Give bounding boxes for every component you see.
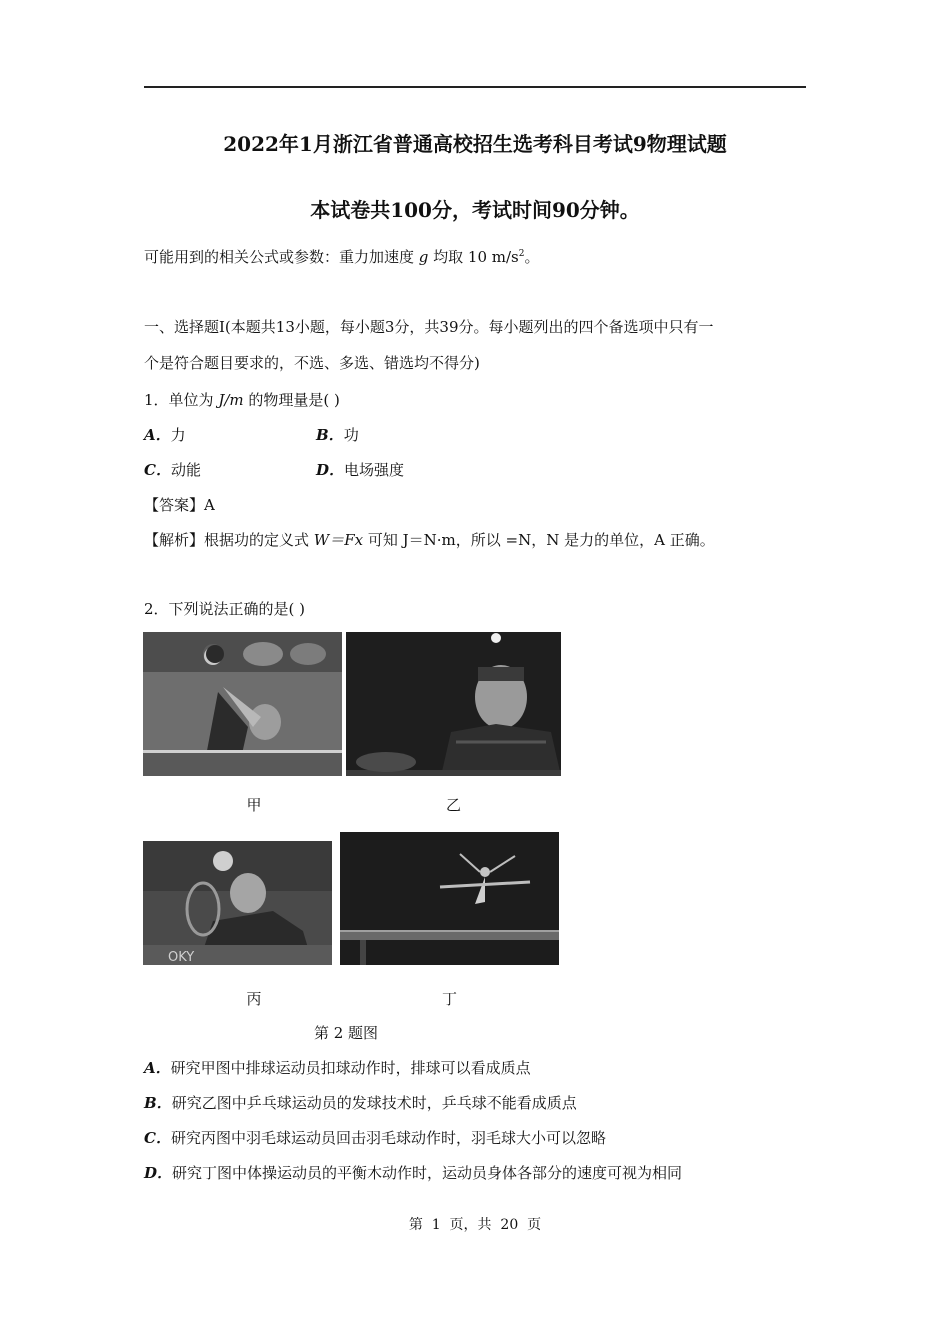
q1-stem: [144, 389, 340, 410]
option-text: 力: [170, 426, 186, 444]
option-text: 研究乙图中乒乓球运动员的发球技术时，乒乓球不能看成质点: [171, 1094, 577, 1112]
option-letter: A．: [144, 1059, 171, 1077]
q1-option-b: [316, 424, 359, 445]
option-letter: C．: [144, 1129, 171, 1147]
q1-stem-end: 的物理量是( ): [243, 391, 340, 409]
option-letter: C．: [144, 461, 171, 479]
q2-stem: 2．下列说法正确的是( ): [144, 600, 306, 618]
q1-option-a: [144, 424, 186, 445]
q1-option-c: [144, 459, 201, 480]
photo-badminton: [143, 841, 332, 965]
option-text: 研究甲图中排球运动员扣球动作时，排球可以看成质点: [170, 1059, 531, 1077]
caption-jia: 甲: [246, 796, 262, 814]
q1-stem-unit: J/m: [218, 391, 244, 409]
option-letter: D．: [144, 1164, 173, 1182]
option-letter: B．: [144, 1094, 172, 1112]
exam-subtitle: 本试卷共100分，考试时间90分钟。: [310, 198, 640, 222]
q1-option-d: [316, 459, 404, 480]
q1-analysis-formula: W＝Fx: [313, 531, 364, 549]
caption-ding: 丁: [441, 990, 457, 1008]
option-text: 研究丙图中羽毛球运动员回击羽毛球动作时，羽毛球大小可以忽略: [170, 1129, 606, 1147]
option-text: 功: [343, 426, 359, 444]
q1-analysis-end: 可知 J＝N·m，所以 =N，N 是力的单位，A 正确。: [363, 531, 715, 549]
page-footer: 第 1 页，共 20 页: [408, 1217, 542, 1233]
caption-yi: 乙: [445, 796, 461, 814]
option-text: 研究丁图中体操运动员的平衡木动作时，运动员身体各部分的速度可视为相同: [172, 1164, 683, 1182]
q2-option-a: [144, 1057, 531, 1078]
formula-note-text: 可能用到的相关公式或参数：重力加速度: [144, 248, 419, 266]
q1-analysis: [144, 529, 715, 550]
q2-option-c: [144, 1127, 606, 1148]
formula-note-value: 均取 10 m/s: [428, 248, 519, 266]
option-text: 电场强度: [344, 461, 405, 479]
formula-note: [144, 246, 540, 267]
option-letter: B．: [316, 426, 344, 444]
svg-text:OKY: OKY: [168, 950, 195, 965]
option-letter: A．: [144, 426, 171, 444]
q1-stem-text: 1．单位为: [144, 391, 219, 409]
q1-answer: 【答案】A: [144, 496, 215, 514]
header-rule: [144, 86, 806, 88]
section-heading-line2: 个是符合题目要求的，不选、多选、错选均不得分): [144, 354, 480, 372]
section-heading-line1: 一、选择题Ⅰ(本题共13小题，每小题3分，共39分。每小题列出的四个备选项中只有一: [144, 318, 714, 336]
photo-table-tennis: [346, 632, 561, 776]
caption-bing: 丙: [246, 990, 262, 1008]
page-title: 2022年1月浙江省普通高校招生选考科目考试9物理试题: [223, 132, 727, 156]
formula-note-end: 。: [524, 248, 540, 266]
figure-caption: 第 2 题图: [313, 1024, 379, 1042]
photo-balance-beam: [340, 832, 559, 965]
formula-note-sup: 2: [518, 249, 525, 259]
q2-option-d: [144, 1162, 682, 1183]
option-letter: D．: [316, 461, 345, 479]
q1-analysis-text: 【解析】根据功的定义式: [144, 531, 314, 549]
photo-volleyball: [143, 632, 342, 776]
option-text: 动能: [170, 461, 201, 479]
q2-option-b: [144, 1092, 577, 1113]
formula-note-g: g: [418, 248, 429, 266]
